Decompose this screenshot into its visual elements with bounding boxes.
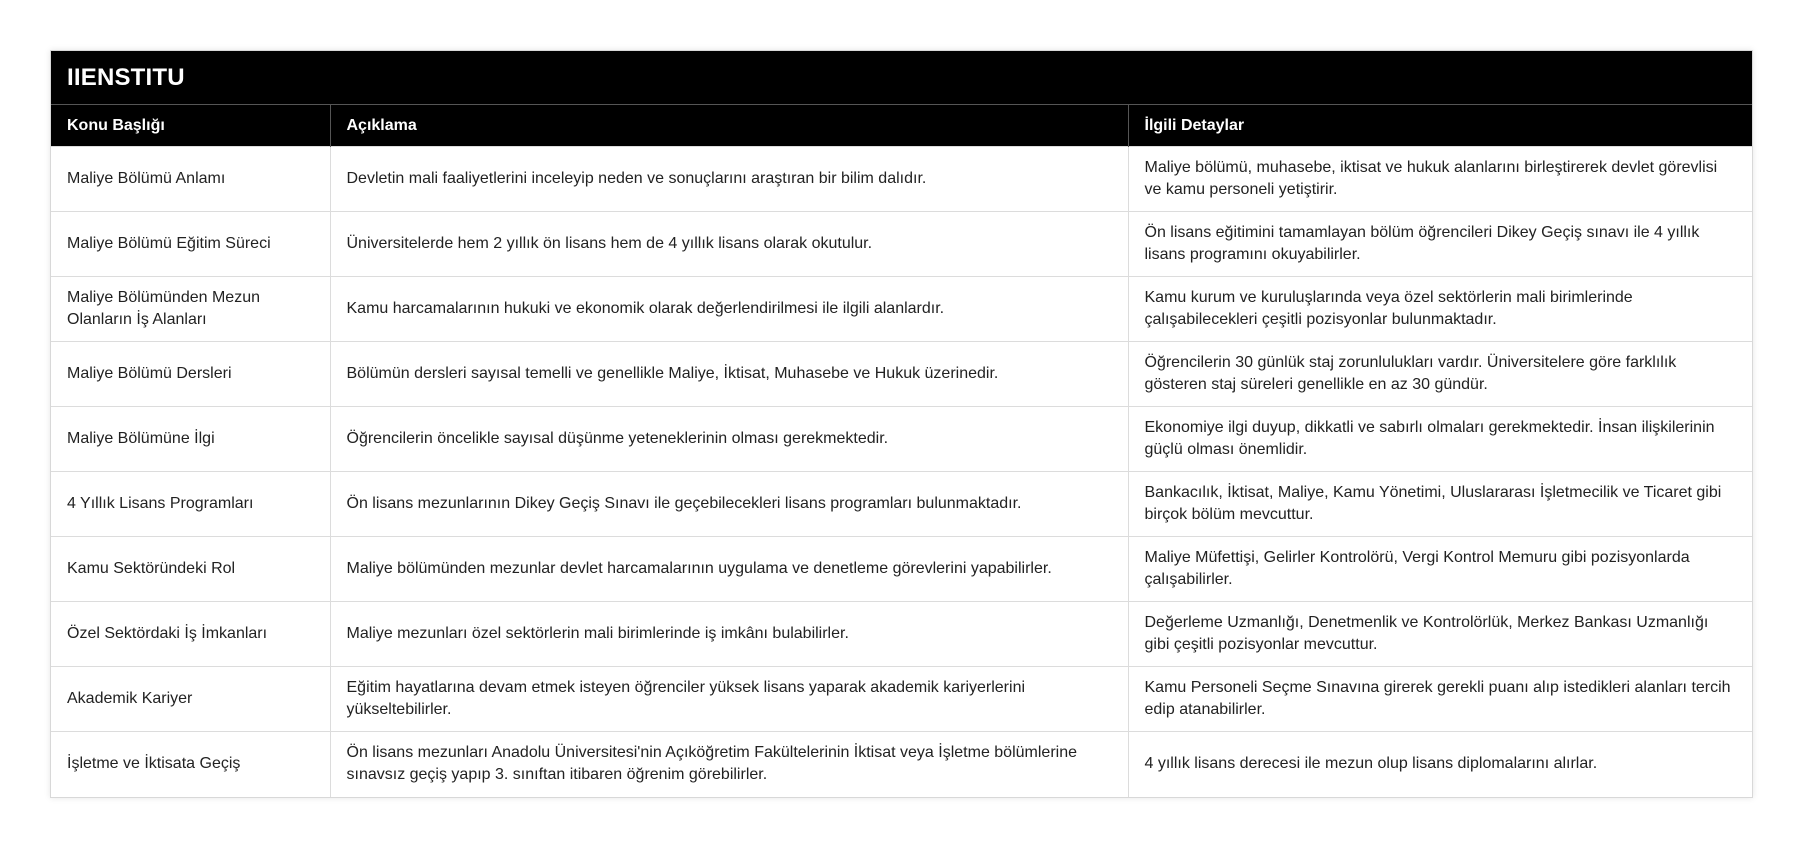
- cell-details: Ön lisans eğitimini tamamlayan bölüm öğrencileri Dikey Geçiş sınavı ile 4 yıllık lisans programını okuyabilirler.: [1128, 212, 1752, 277]
- cell-topic: Maliye Bölümüne İlgi: [51, 407, 330, 472]
- table-row: [51, 147, 1752, 212]
- table-row: [51, 407, 1752, 472]
- cell-details: Öğrencilerin 30 günlük staj zorunlulukları vardır. Üniversitelere göre farklılık gösteren staj süreleri genellikle en az 30 gündür.: [1128, 342, 1752, 407]
- cell-description: Eğitim hayatlarına devam etmek isteyen öğrenciler yüksek lisans yaparak akademik kariyerlerini yükseltebilirler.: [330, 667, 1128, 732]
- cell-description: Ön lisans mezunlarının Dikey Geçiş Sınavı ile geçebilecekleri lisans programları bulunmaktadır.: [330, 472, 1128, 537]
- header-row: [51, 105, 1752, 147]
- cell-topic: Akademik Kariyer: [51, 667, 330, 732]
- table-row: [51, 212, 1752, 277]
- table-row: [51, 602, 1752, 667]
- cell-details: Maliye Müfettişi, Gelirler Kontrolörü, Vergi Kontrol Memuru gibi pozisyonlarda çalışabilirler.: [1128, 537, 1752, 602]
- cell-description: Üniversitelerde hem 2 yıllık ön lisans hem de 4 yıllık lisans olarak okutulur.: [330, 212, 1128, 277]
- column-header-topic: Konu Başlığı: [51, 105, 330, 147]
- table-row: [51, 537, 1752, 602]
- cell-description: Devletin mali faaliyetlerini inceleyip neden ve sonuçlarını araştıran bir bilim dalıdır.: [330, 147, 1128, 212]
- cell-description: Ön lisans mezunları Anadolu Üniversitesi'nin Açıköğretim Fakültelerinin İktisat veya İşletme bölümlerine sınavsız geçiş yapıp 3. sınıftan itibaren öğrenim görebilirler.: [330, 732, 1128, 797]
- table-row: [51, 277, 1752, 342]
- cell-description: Öğrencilerin öncelikle sayısal düşünme yeteneklerinin olması gerekmektedir.: [330, 407, 1128, 472]
- cell-details: Kamu Personeli Seçme Sınavına girerek gerekli puanı alıp istedikleri alanları tercih edip atanabilirler.: [1128, 667, 1752, 732]
- cell-description: Maliye bölümünden mezunlar devlet harcamalarının uygulama ve denetleme görevlerini yapabilirler.: [330, 537, 1128, 602]
- cell-details: Maliye bölümü, muhasebe, iktisat ve hukuk alanlarını birleştirerek devlet görevlisi ve kamu personeli yetiştirir.: [1128, 147, 1752, 212]
- cell-details: Değerleme Uzmanlığı, Denetmenlik ve Kontrolörlük, Merkez Bankası Uzmanlığı gibi çeşitli pozisyonlar mevcuttur.: [1128, 602, 1752, 667]
- cell-topic: Maliye Bölümü Dersleri: [51, 342, 330, 407]
- table-title: IIENSTITU: [51, 51, 1752, 104]
- table-row: [51, 472, 1752, 537]
- cell-topic: İşletme ve İktisata Geçiş: [51, 732, 330, 797]
- cell-topic: Kamu Sektöründeki Rol: [51, 537, 330, 602]
- cell-description: Bölümün dersleri sayısal temelli ve genellikle Maliye, İktisat, Muhasebe ve Hukuk üzerinedir.: [330, 342, 1128, 407]
- cell-details: 4 yıllık lisans derecesi ile mezun olup lisans diplomalarını alırlar.: [1128, 732, 1752, 797]
- table-row: [51, 732, 1752, 797]
- column-header-details: İlgili Detaylar: [1128, 105, 1752, 147]
- cell-topic: Özel Sektördaki İş İmkanları: [51, 602, 330, 667]
- cell-description: Kamu harcamalarının hukuki ve ekonomik olarak değerlendirilmesi ile ilgili alanlardır.: [330, 277, 1128, 342]
- info-table: [51, 104, 1752, 797]
- cell-details: Bankacılık, İktisat, Maliye, Kamu Yönetimi, Uluslararası İşletmecilik ve Ticaret gibi birçok bölüm mevcuttur.: [1128, 472, 1752, 537]
- cell-details: Kamu kurum ve kuruluşlarında veya özel sektörlerin mali birimlerinde çalışabilecekleri çeşitli pozisyonlar bulunmaktadır.: [1128, 277, 1752, 342]
- cell-topic: Maliye Bölümü Eğitim Süreci: [51, 212, 330, 277]
- cell-topic: Maliye Bölümünden Mezun Olanların İş Alanları: [51, 277, 330, 342]
- column-header-description: Açıklama: [330, 105, 1128, 147]
- table-row: [51, 667, 1752, 732]
- cell-topic: 4 Yıllık Lisans Programları: [51, 472, 330, 537]
- info-table-card: [50, 50, 1753, 798]
- cell-topic: Maliye Bölümü Anlamı: [51, 147, 330, 212]
- cell-details: Ekonomiye ilgi duyup, dikkatli ve sabırlı olmaları gerekmektedir. İnsan ilişkilerinin güçlü olması önemlidir.: [1128, 407, 1752, 472]
- table-row: [51, 342, 1752, 407]
- cell-description: Maliye mezunları özel sektörlerin mali birimlerinde iş imkânı bulabilirler.: [330, 602, 1128, 667]
